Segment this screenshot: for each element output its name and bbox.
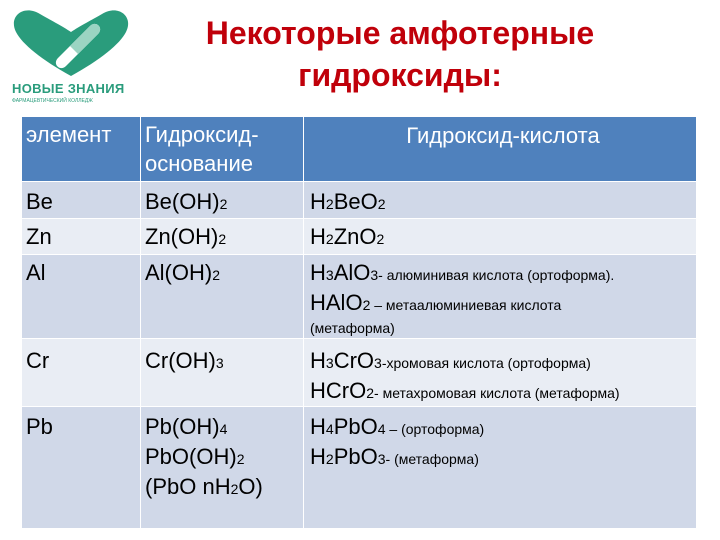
heart-pill-logo-icon	[8, 6, 134, 80]
cell-acid: H3AlO3- алюминивая кислота (ортоформа). HAlO2 – метаалюминиевая кислота (метаформа)	[310, 260, 615, 336]
cell-element: Pb	[22, 407, 141, 528]
amphoteric-hydroxides-table	[22, 117, 696, 529]
table-row-zn	[22, 219, 696, 255]
cell-element: Cr	[22, 339, 141, 406]
cell-base: Pb(OH)4 PbO(OH)2 (PbO nH2O)	[141, 407, 304, 528]
logo-name: НОВЫЕ ЗНАНИЯ	[12, 81, 125, 96]
header-element: элемент	[22, 117, 141, 181]
header-acid: Гидроксид-кислота	[406, 123, 600, 148]
table-row-be	[22, 182, 696, 219]
title-line-2: гидроксиды:	[298, 57, 502, 93]
cell-base: Be(OH)2	[141, 182, 304, 218]
cell-base: Zn(OH)2	[141, 219, 304, 254]
cell-acid: H3CrO3-хромовая кислота (ортоформа) HCrO2- метахромовая кислота (метаформа)	[310, 348, 620, 403]
table-row-cr	[22, 339, 696, 407]
title-line-1: Некоторые амфотерные	[205, 15, 595, 51]
cell-element: Al	[22, 255, 141, 338]
cell-acid: H2ZnO2	[310, 224, 385, 249]
cell-acid: H4PbO4 – (ортоформа) H2PbO3- (метаформа)	[310, 414, 485, 469]
cell-acid: H2BeO2	[310, 189, 386, 214]
table-row-al	[22, 255, 696, 339]
table-header-row	[22, 117, 696, 182]
cell-base: Al(OH)2	[141, 255, 304, 338]
cell-base: Cr(OH)3	[141, 339, 304, 406]
cell-element: Be	[22, 182, 141, 218]
college-logo	[8, 6, 138, 114]
logo-subtitle: ФАРМАЦЕВТИЧЕСКИЙ КОЛЛЕДЖ	[12, 98, 93, 104]
table-row-pb	[22, 407, 696, 529]
header-base: Гидроксид- основание	[141, 117, 304, 181]
cell-element: Zn	[22, 219, 141, 254]
slide-title	[150, 12, 650, 96]
